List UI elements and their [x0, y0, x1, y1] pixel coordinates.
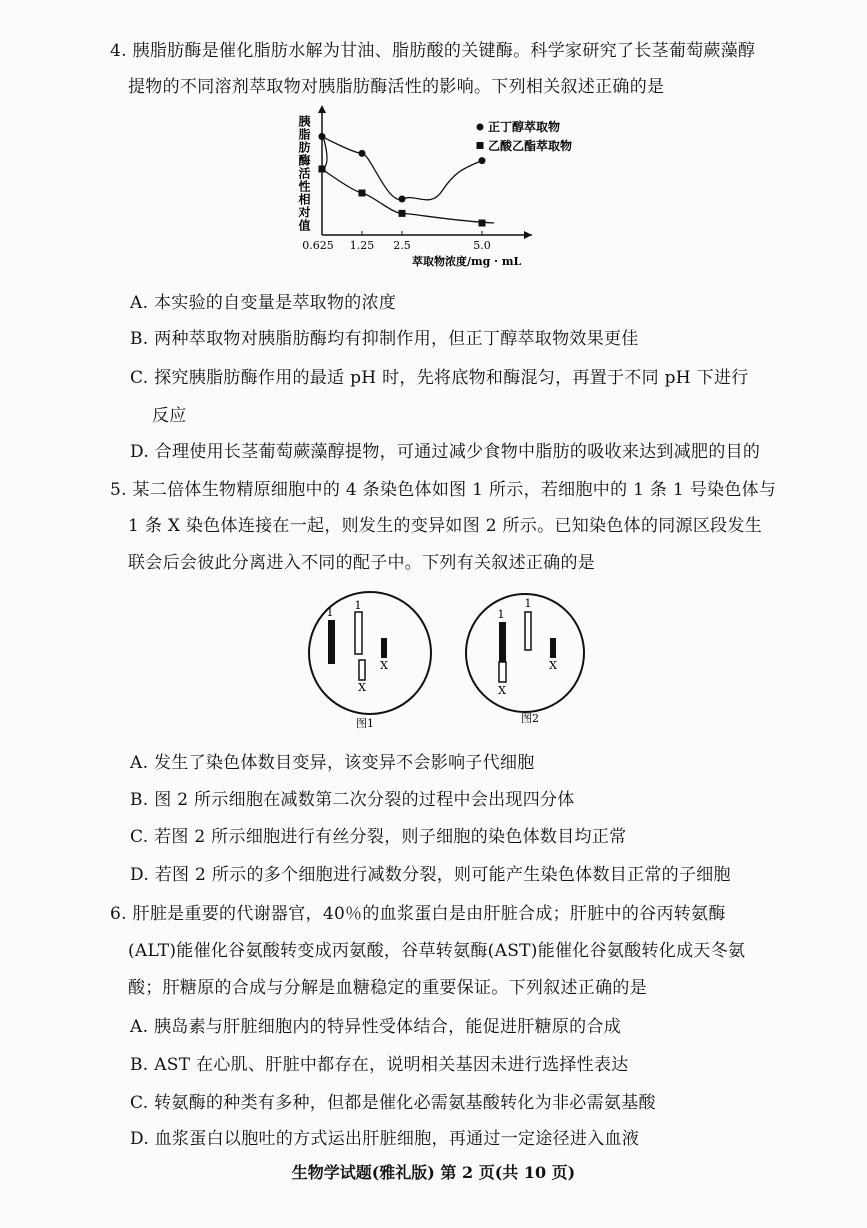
x-tick-label: 2.5 [393, 239, 411, 252]
fig2-chromosome-joined-white [499, 662, 506, 682]
fig2-chromosome-x-black [550, 638, 556, 658]
q5-option-a: A. 发生了染色体数目变异，该变异不会影响子代细胞 [130, 753, 535, 773]
q4-stem-line1: 4. 胰脂肪酶是催化脂肪水解为甘油、脂肪酸的关键酶。科学家研究了长茎葡萄蕨藻醇 [110, 41, 756, 61]
y-axis-arrow [318, 105, 326, 113]
fig1-chromosome-1-white [355, 612, 362, 654]
fig1-chromosome-1-black [328, 620, 335, 664]
series-2-point [359, 190, 366, 197]
q4-option-c-cont: 反应 [152, 406, 187, 426]
q4-option-c: C. 探究胰脂肪酶作用的最适 pH 时，先将底物和酶混匀，再置于不同 pH 下进行 [130, 368, 749, 388]
q5-stem-line3: 联会后会彼此分离进入不同的配子中。下列有关叙述正确的是 [128, 553, 596, 573]
q6-option-d: D. 血浆蛋白以胞吐的方式运出肝脏细胞，再通过一定途径进入血液 [130, 1129, 640, 1149]
x-tick-label: 0.625 [302, 239, 334, 252]
q6-option-c: C. 转氨酶的种类有多种，但都是催化必需氨基酸转化为非必需氨基酸 [130, 1093, 656, 1113]
legend-label-series-1: 正丁醇萃取物 [488, 120, 561, 134]
fig2-label-xa: X [498, 684, 506, 697]
fig2-label-xb: X [549, 659, 557, 672]
legend-marker-series-2 [477, 142, 484, 149]
x-tick-label: 5.0 [473, 239, 491, 252]
series-2-point [399, 210, 406, 217]
y-axis-label: 胰脂肪酶活性相对值 [297, 115, 311, 232]
fig2-label-1a: 1 [497, 608, 505, 621]
x-tick-label: 1.25 [349, 239, 375, 252]
q6-stem-line1: 6. 肝脏是重要的代谢器官，40％的血浆蛋白是由肝脏合成；肝脏中的谷丙转氨酶 [110, 904, 726, 924]
fig1-chromosome-x-white [359, 660, 365, 680]
fig2-caption: 图2 [521, 712, 539, 725]
page-footer: 生物学试题(雅礼版) 第 2 页(共 10 页) [291, 1163, 576, 1182]
series-1-line [319, 133, 482, 200]
q6-option-b: B. AST 在心肌、肝脏中都存在，说明相关基因未进行选择性表达 [130, 1055, 629, 1075]
fig1-label-1a: 1 [326, 606, 334, 619]
q6-option-a: A. 胰岛素与肝脏细胞内的特异性受体结合，能促进肝糖原的合成 [130, 1017, 622, 1037]
x-axis-arrow [524, 231, 532, 239]
fig1-label-xb: X [380, 659, 388, 672]
q5-option-b: B. 图 2 所示细胞在减数第二次分裂的过程中会出现四分体 [130, 790, 575, 810]
q5-stem-line1: 5. 某二倍体生物精原细胞中的 4 条染色体如图 1 所示，若细胞中的 1 条 1 号染色体与 [110, 480, 777, 500]
fig2-label-1b: 1 [524, 597, 532, 610]
q5-option-c: C. 若图 2 所示细胞进行有丝分裂，则子细胞的染色体数目均正常 [130, 827, 627, 847]
fig1-chromosome-x-black [381, 638, 387, 658]
series-1-point [479, 157, 486, 164]
q4-option-d: D. 合理使用长茎葡萄蕨藻醇提物，可通过减少食物中脂肪的吸收来达到减肥的目的 [130, 442, 761, 462]
activity-chart [290, 105, 610, 275]
q5-option-d: D. 若图 2 所示的多个细胞进行减数分裂，则可能产生染色体数目正常的子细胞 [130, 865, 731, 885]
q6-stem-line2: (ALT)能催化谷氨酸转变成丙氨酸，谷草转氨酶(AST)能催化谷氨酸转化成天冬氨 [128, 941, 746, 961]
series-1-point [399, 196, 406, 203]
fig2-chromosome-joined-black [499, 622, 506, 662]
fig1-label-xa: X [358, 681, 366, 694]
fig2-chromosome-1-white [525, 612, 531, 650]
q4-option-a: A. 本实验的自变量是萃取物的浓度 [130, 293, 397, 313]
q5-stem-line2: 1 条 X 染色体连接在一起，则发生的变异如图 2 所示。已知染色体的同源区段发生 [128, 516, 763, 536]
q6-stem-line3: 酸；肝糖原的合成与分解是血糖稳定的重要保证。下列叙述正确的是 [128, 978, 647, 998]
fig1-label-1b: 1 [354, 599, 362, 612]
series-2-point [479, 220, 486, 227]
fig1-caption: 图1 [356, 717, 374, 730]
series-2-line [322, 133, 494, 223]
legend-label-series-2: 乙酸乙酯萃取物 [488, 139, 573, 153]
series-2-point [319, 166, 326, 173]
x-axis-label: 萃取物浓度/mg · mL [412, 255, 522, 268]
q4-option-b: B. 两种萃取物对胰脂肪酶均有抑制作用，但正丁醇萃取物效果更佳 [130, 329, 639, 349]
chromosome-figures [295, 590, 585, 740]
q4-stem-line2: 提物的不同溶剂萃取物对胰脂肪酶活性的影响。下列相关叙述正确的是 [128, 77, 665, 97]
series-1-point [359, 150, 366, 157]
legend-marker-series-1 [477, 124, 484, 131]
